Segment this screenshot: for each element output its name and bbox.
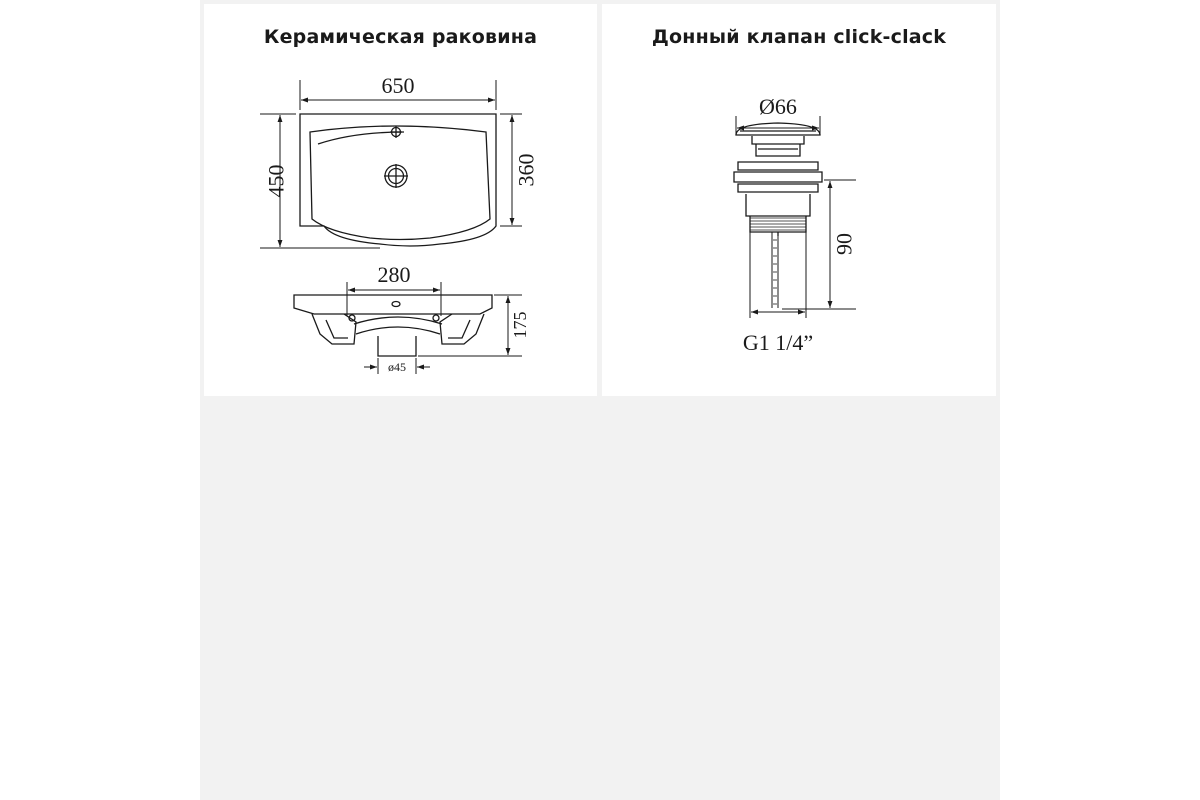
valve-technical-drawing <box>602 4 996 396</box>
dimension-line-175 <box>418 295 522 356</box>
dim-bowl-depth-label: 360 <box>513 153 539 187</box>
dim-tap-spacing-label: 280 <box>377 262 411 287</box>
sink-top-view <box>300 114 496 246</box>
sink-spec-panel <box>204 4 597 396</box>
dim-height-label: 175 <box>510 311 530 339</box>
dim-width-label: 650 <box>381 73 415 98</box>
valve-panel-title: Донный клапан click-clack <box>651 26 947 48</box>
sink-technical-drawing <box>204 4 597 396</box>
valve-spec-panel <box>602 4 996 396</box>
dim-valve-height-label: 90 <box>831 233 857 255</box>
valve-body <box>734 123 822 308</box>
dim-cap-diameter-label: Ø66 <box>759 94 797 119</box>
sink-panel-title: Керамическая раковина <box>263 26 538 48</box>
dimension-line-280 <box>347 282 441 316</box>
sink-front-view <box>294 295 492 356</box>
dim-drain-diameter-label: ø45 <box>388 360 406 374</box>
dim-thread-label: G1 1/4” <box>742 330 814 355</box>
dim-depth-label: 450 <box>263 164 289 198</box>
